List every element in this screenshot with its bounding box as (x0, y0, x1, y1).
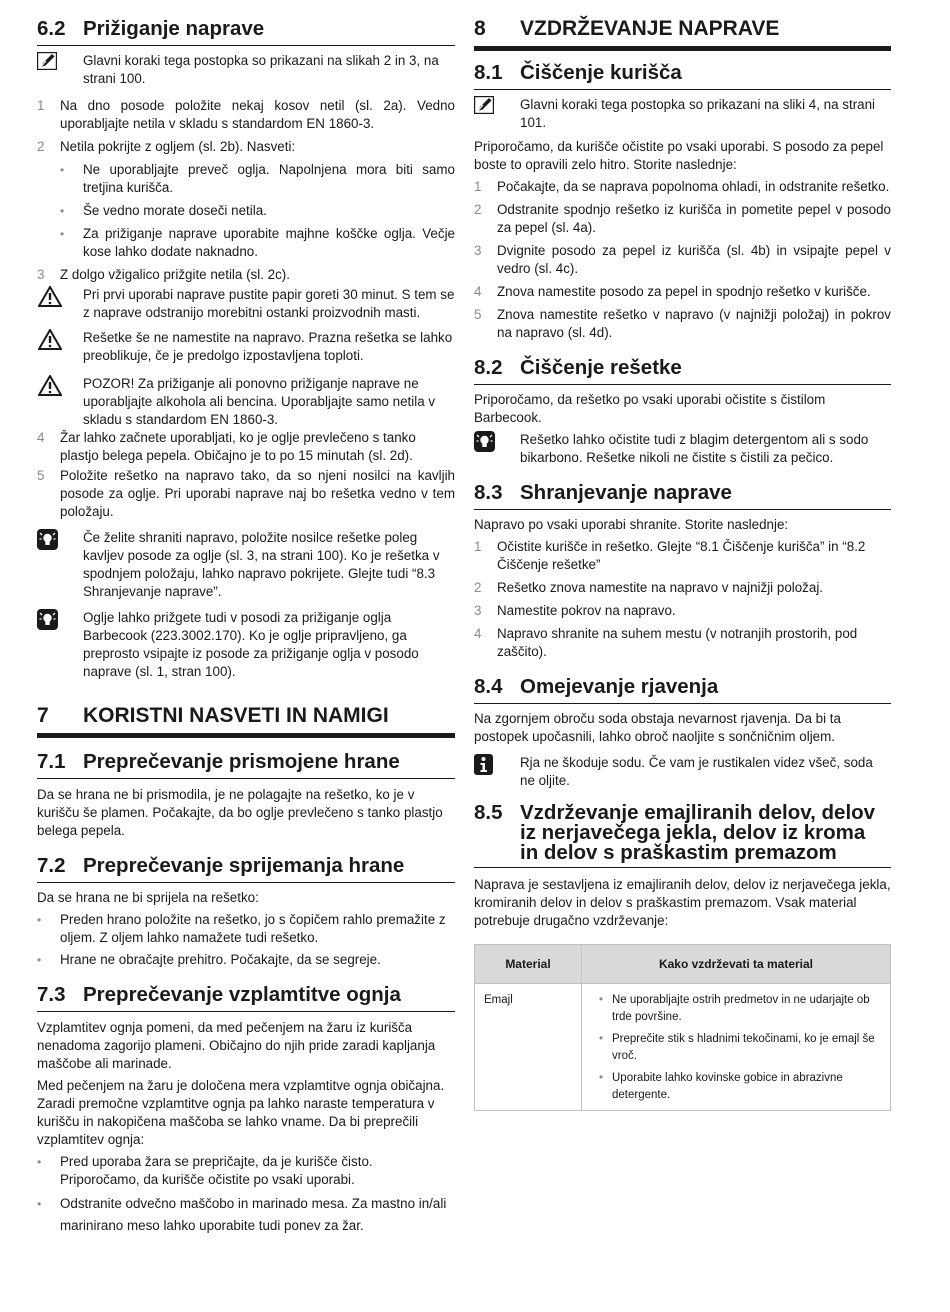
bullet-text: Ne uporabljajte preveč oglja. Napolnjena mora biti samo tretjina kurišča. (83, 162, 455, 195)
section-heading-8-3 (474, 481, 891, 510)
material-cell: Emajl (475, 984, 582, 1111)
step-2 (474, 201, 891, 237)
tip-block (37, 609, 455, 681)
tip-bullet (60, 161, 455, 197)
chapter-heading-7 (37, 703, 455, 738)
paragraph: Med pečenjem na žaru je določena mera vzplamtitve ognja običajna. Zaradi premočne vzplamtitve ognja pa lahko naraste temperatura v kurišču in nakopičena maščoba se lahko vname. Da bi preprečili vzplamtitev ognja: (37, 1078, 445, 1147)
care-bullet (590, 1070, 884, 1104)
section-title: Preprečevanje vzplamtitve ognja (83, 983, 401, 1006)
bullet-mark: • (37, 1197, 42, 1211)
bullet-text: Še vedno morate doseči netila. (83, 203, 267, 218)
column-header-material: Material (475, 945, 582, 984)
chapter-number: 7 (37, 704, 49, 727)
right-column (474, 0, 891, 1111)
chapter-title: VZDRŽEVANJE NAPRAVE (520, 17, 780, 40)
warning-block (37, 329, 455, 365)
step-2 (474, 579, 891, 597)
info-text: Rja ne škoduje sodu. Če vam je rustikalen videz všeč, soda ne oljite. (520, 755, 873, 788)
step-text: Počakajte, da se naprava popolnoma ohladi, in odstranite rešetko. (497, 179, 890, 194)
step-1 (474, 538, 891, 574)
step-2 (37, 138, 455, 156)
section-number: 7.1 (37, 750, 66, 773)
paragraph: Vzplamtitev ognja pomeni, da med pečenjem na žaru iz kurišča nenadoma zagorijo plameni. Običajno do njih pride zaradi kapljanja maščobe ali marinade. (37, 1020, 436, 1071)
section-title: Shranjevanje naprave (520, 481, 732, 504)
bullet-item (37, 1153, 455, 1189)
note-icon (37, 52, 57, 70)
info-icon (474, 754, 493, 775)
paragraph: Napravo po vsaki uporabi shranite. Storite naslednje: (474, 517, 789, 532)
step-number: 2 (37, 139, 45, 154)
warning-text: Rešetke še ne namestite na napravo. Prazna rešetka se lahko preoblikuje, če je predolgo izpostavljena toploti. (83, 330, 453, 363)
care-bullet (590, 1031, 884, 1065)
paragraph: Da se hrana ne bi sprijela na rešetko: (37, 890, 259, 905)
step-number: 3 (37, 267, 45, 282)
step-number: 5 (37, 468, 45, 483)
bullet-text: Pred uporaba žara se prepričajte, da je kurišče čisto. Priporočamo, da kurišče očistite po vsaki uporabi. (60, 1154, 373, 1187)
step-5 (37, 467, 455, 521)
step-text: Z dolgo vžigalico prižgite netila (sl. 2c). (60, 267, 290, 282)
paragraph: Priporočamo, da kurišče očistite po vsaki uporabi. S posodo za pepel boste to opravili zelo hitro. Storite naslednje: (474, 139, 884, 172)
paragraph: Na zgornjem obroču soda obstaja nevarnost rjavenja. Da bi ta postopek upočasnili, lahko obroč naoljite s sončničnim oljem. (474, 711, 841, 744)
chapter-title: KORISTNI NASVETI IN NAMIGI (83, 704, 389, 727)
paragraph: Priporočamo, da rešetko po vsaki uporabi očistite s čistilom Barbecook. (474, 392, 826, 425)
chapter-number: 8 (474, 17, 486, 40)
tip-bullet (60, 225, 455, 261)
step-3 (37, 266, 455, 284)
section-title: Čiščenje kurišča (520, 61, 682, 84)
section-heading-8-1 (474, 61, 891, 90)
column-header-care: Kako vzdrževati ta material (582, 945, 891, 984)
bullet-mark: • (598, 1033, 604, 1045)
warning-text: POZOR! Za prižiganje ali ponovno prižiganje naprave ne uporabljajte alkohola ali bencina. Uporabljajte samo netila v skladu s standardom EN 1860-3. (83, 376, 436, 427)
paragraph: Da se hrana ne bi prismodila, je ne polagajte na rešetko, ko je v kurišču še plamen. Počakajte, da bo oglje prevlečeno s tanko plastjo belega pepela. (37, 787, 443, 838)
table-header-row (475, 945, 891, 984)
step-5 (474, 306, 891, 342)
title-line: in delov s praškastim premazom (520, 841, 837, 864)
step-text: Rešetko znova namestite na napravo v najnižji položaj. (497, 580, 824, 595)
step-3 (474, 242, 891, 278)
note-icon (474, 96, 494, 114)
bullet-text: Uporabite lahko kovinske gobice in abrazivne detergente. (612, 1072, 843, 1101)
section-number: 8.1 (474, 61, 503, 84)
bullet-item (37, 951, 455, 969)
warning-icon (38, 375, 62, 396)
chapter-heading-8 (474, 16, 891, 51)
tip-text: Rešetko lahko očistite tudi z blagim detergentom ali s sodo bikarbono. Rešetke nikoli ne čistite s čistili za pečico. (520, 432, 869, 465)
step-number: 1 (474, 539, 482, 554)
bullet-text: Preden hrano položite na rešetko, jo s čopičem rahlo premažite z oljem. Z oljem lahko namažete tudi rešetko. (60, 912, 446, 945)
section-number: 8.2 (474, 356, 503, 379)
bullet-mark: • (598, 1072, 604, 1084)
tip-icon (37, 609, 58, 630)
step-4 (37, 429, 455, 465)
note-text: Glavni koraki tega postopka so prikazani na sliki 4, na strani 101. (520, 97, 876, 130)
bullet-mark: • (37, 913, 42, 927)
left-column (37, 0, 455, 1237)
step-number: 4 (474, 284, 482, 299)
bullet-mark: • (60, 204, 65, 218)
section-number: 8.4 (474, 675, 503, 698)
bullet-mark: • (60, 163, 65, 177)
tip-text: Če želite shraniti napravo, položite nosilce rešetke poleg kavljev posode za oglje (sl. 3, na strani 100). Ko je rešetka v spodnjem položaju, lahko napravo pokrijete. Glejte tudi “8.3 Shranjevanje naprave”. (83, 530, 440, 599)
step-4 (474, 283, 891, 301)
step-1 (474, 178, 891, 196)
section-heading-7-1 (37, 750, 455, 779)
bullet-mark: • (60, 227, 65, 241)
tip-text: Oglje lahko prižgete tudi v posodi za prižiganje oglja Barbecook (223.3002.170). Ko je oglje pripravljeno, ga preprosto vsipajte iz posode za prižiganje oglja v posodo naprave (sl. 1, stran 100). (83, 610, 419, 679)
bullet-item (37, 1193, 455, 1237)
step-number: 4 (474, 626, 482, 641)
section-title: Čiščenje rešetke (520, 356, 682, 379)
section-heading-8-4 (474, 675, 891, 704)
step-text: Očistite kurišče in rešetko. Glejte “8.1 Čiščenje kurišča” in “8.2 Čiščenje rešetke” (497, 539, 866, 572)
section-number: 8.3 (474, 481, 503, 504)
care-cell (582, 984, 891, 1111)
section-number: 7.3 (37, 983, 66, 1006)
step-number: 2 (474, 580, 482, 595)
bullet-mark: • (37, 953, 42, 967)
step-text: Netila pokrijte z ogljem (sl. 2b). Nasveti: (60, 139, 296, 154)
tip-block (474, 431, 891, 467)
section-number: 7.2 (37, 854, 66, 877)
note-text: Glavni koraki tega postopka so prikazani na slikah 2 in 3, na strani 100. (83, 53, 439, 86)
step-number: 2 (474, 202, 482, 217)
bullet-text: Preprečite stik s hladnimi tekočinami, ko je emajl še vroč. (612, 1033, 875, 1062)
section-title (520, 803, 875, 863)
section-title: Prižiganje naprave (83, 17, 265, 40)
bullet-text: Hrane ne obračajte prehitro. Počakajte, da se segreje. (60, 952, 381, 967)
section-title: Preprečevanje sprijemanja hrane (83, 854, 405, 877)
step-text: Žar lahko začnete uporabljati, ko je oglje prevlečeno s tanko plastjo belega pepela. Običajno je to po 15 minutah (sl. 2d). (60, 430, 416, 463)
section-number: 6.2 (37, 17, 66, 40)
step-number: 3 (474, 243, 482, 258)
tip-bullet (60, 202, 455, 220)
step-text: Znova namestite posodo za pepel in spodnjo rešetko v kurišče. (497, 284, 871, 299)
step-text: Dvignite posodo za pepel iz kurišča (sl. 4b) in vsipajte pepel v vedro (sl. 4c). (497, 243, 891, 276)
care-bullet (590, 992, 884, 1026)
section-title: Preprečevanje prismojene hrane (83, 750, 400, 773)
warning-block (37, 375, 455, 429)
warning-icon (38, 329, 62, 350)
section-title: Omejevanje rjavenja (520, 675, 719, 698)
title-line: iz nerjavečega jekla, delov iz kroma (520, 821, 866, 844)
step-number: 3 (474, 603, 482, 618)
section-heading-6-2 (37, 17, 455, 46)
tip-icon (474, 431, 495, 452)
title-line: Vzdrževanje emajliranih delov, delov (520, 801, 876, 824)
step-1 (37, 97, 455, 133)
warning-text: Pri prvi uporabi naprave pustite papir goreti 30 minut. S tem se z naprave odstranijo morebitni ostanki proizvodnih masti. (83, 287, 455, 320)
paragraph: Naprava je sestavljena iz emajliranih delov, delov iz nerjavečega jekla, kromiranih delov in delov s praškastim premazom. Vsak material potrebuje drugačno vzdrževanje: (474, 877, 891, 928)
bullet-text: Ne uporabljajte ostrih predmetov in ne udarjajte ob trde površine. (612, 994, 870, 1023)
step-text: Položite rešetko na napravo tako, da so njeni nosilci na kavljih posode za oglje. Pri uporabi naprave naj bo rešetka vedno v tem položaju. (60, 468, 455, 519)
note-block (474, 96, 891, 132)
step-number: 4 (37, 430, 45, 445)
step-number: 1 (37, 98, 45, 113)
bullet-text: Za prižiganje naprave uporabite majhne koščke oglja. Večje kose lahko dodate naknadno. (83, 226, 455, 259)
step-number: 1 (474, 179, 482, 194)
tip-icon (37, 529, 58, 550)
bullet-text: Odstranite odvečno maščobo in marinado mesa. Za mastno in/ali marinirano meso lahko uporabite tudi ponev za žar. (60, 1196, 447, 1233)
step-text: Namestite pokrov na napravo. (497, 603, 676, 618)
bullet-mark: • (37, 1155, 42, 1169)
step-text: Napravo shranite na suhem mestu (v notranjih prostorih, pod zaščito). (497, 626, 858, 659)
section-heading-8-2 (474, 356, 891, 385)
table-row (475, 984, 891, 1111)
material-care-table (474, 944, 891, 1111)
note-block (37, 52, 455, 88)
bullet-mark: • (598, 994, 604, 1006)
section-heading-7-2 (37, 854, 455, 883)
bullet-item (37, 911, 455, 947)
step-text: Znova namestite rešetko v napravo (v najnižji položaj) in pokrov na napravo (sl. 4d). (497, 307, 891, 340)
step-text: Odstranite spodnjo rešetko iz kurišča in pometite pepel v posodo za pepel (sl. 4a). (497, 202, 891, 235)
step-number: 5 (474, 307, 482, 322)
section-heading-8-5 (474, 803, 891, 868)
warning-icon (38, 286, 62, 307)
section-heading-7-3 (37, 983, 455, 1012)
step-text: Na dno posode položite nekaj kosov netil (sl. 2a). Vedno uporabljajte netila v skladu s standardom EN 1860-3. (60, 98, 455, 131)
step-4 (474, 625, 891, 661)
warning-block (37, 286, 455, 322)
step-3 (474, 602, 891, 620)
section-number: 8.5 (474, 801, 503, 824)
tip-block (37, 529, 455, 601)
info-block (474, 754, 891, 790)
